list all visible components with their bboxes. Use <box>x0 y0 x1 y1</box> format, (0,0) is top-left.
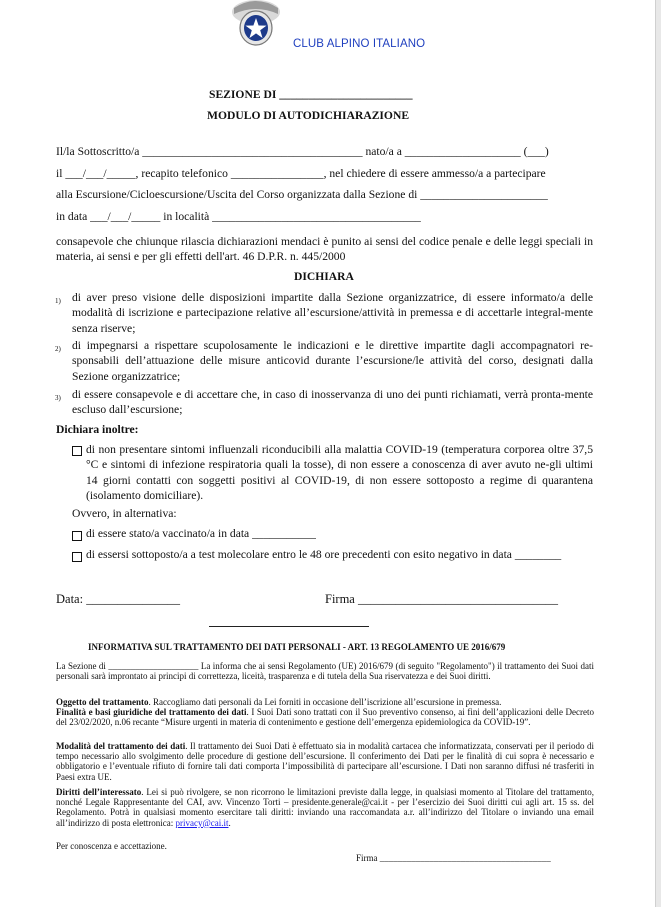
checkbox-no-symptoms[interactable] <box>72 446 82 456</box>
form-title: MODULO DI AUTODICHIARAZIONE <box>207 109 410 122</box>
privacy-intro: La Sezione di ____________________ La informa che ai sensi Regolamento (UE) 2016/679 (di seguito "Regolamento") il trattamento dei Suoi dati personali sarà improntato ai principi di correttezza, liceità, trasparenza e di tutela della Sua riservatezza e dei Suoi diritti. <box>56 661 594 682</box>
section-body: . I Suoi Dati sono trattati con il Suo preventivo consenso, ai fini dell’applicazioni delle Decreto del 23/02/2020, n.06 recante “Misure urgenti in materia di contenimento e gestione dell’emergenza epidemiologica da COVID-19”. <box>56 707 594 728</box>
checkbox-no-symptoms-text: di non presentare sintomi influenzali riconducibili alla malattia COVID-19 (temperatura corporea oltre 37,5 °C e sintomi di infezione respiratoria quali la tosse), di non essere a conoscenza di aver avuto ne-gli ultimi 14 giorni contatti con soggetti positivi al COVID-19, di non essere sottoposto a regime di quarantena (isolamento domiciliare). <box>86 443 593 503</box>
declaration-item: di aver preso visione delle disposizioni impartite dalla Sezione organizzatrice, di essere informato/a delle modalità di iscrizione e partecipazione relative all’escursione/attività in premessa e di accettarle integral-mente senza riserve; <box>72 291 593 335</box>
acceptance-text: Per conoscenza e accettazione. <box>56 841 167 851</box>
field-line-date: in data ___/___/_____ in località ____________________________________ <box>56 210 421 223</box>
decl-number: 2) <box>55 345 61 353</box>
checkbox-vaccinated[interactable] <box>72 531 82 541</box>
page-edge <box>655 0 661 907</box>
section-heading: Modalità del trattamento dei dati <box>56 741 186 751</box>
checkbox-test[interactable] <box>72 552 82 562</box>
section-heading: Oggetto del trattamento <box>56 697 149 707</box>
section-heading: Diritti dell’interessato <box>56 787 142 797</box>
club-name: CLUB ALPINO ITALIANO <box>293 38 426 50</box>
cai-logo-icon <box>226 0 286 46</box>
section-body: . Il trattamento dei Suoi Dati è effettuato sia in modalità cartacea che informatizzata, conservati per il periodo di tempo necessario allo svolgimento delle procedure di gestione dell’escursione. Il conferimento dei Dati per le finalità di cui sopra è necessario e obbligatorio e l’eventuale rifiuto di fornire tali dati comporta l’impossibilità di partecipare all’escursione. I Dati non saranno diffusi né trasferiti in Paesi extra UE. <box>56 741 595 782</box>
alternative-label: Ovvero, in alternativa: <box>72 507 177 520</box>
intro-text: consapevole che chiunque rilascia dichiarazioni mendaci è punito ai sensi del codice penale e delle leggi speciali in materia, ai sensi e per gli effetti dell'art. 46 D.P.R. n. 445/2000 <box>56 235 593 264</box>
signature-field: Firma ________________________________ <box>325 592 558 606</box>
checkbox-vaccinated-text: di essere stato/a vaccinato/a in data ___________ <box>86 527 316 540</box>
section-body: . Raccogliamo dati personali da Lei forniti in occasione dell’iscrizione all’escursione in premessa. <box>148 697 502 707</box>
declares-title: DICHIARA <box>294 270 354 283</box>
final-signature-field: Firma ______________________________________ <box>356 853 551 863</box>
date-field: Data: _______________ <box>56 592 180 606</box>
privacy-email-link[interactable]: privacy@cai.it <box>175 817 229 828</box>
privacy-title: INFORMATIVA SUL TRATTAMENTO DEI DATI PERSONALI - ART. 13 REGOLAMENTO UE 2016/679 <box>88 642 506 652</box>
privacy-section-object <box>56 697 594 707</box>
privacy-section-purpose <box>56 707 594 727</box>
also-declares-title: Dichiara inoltre: <box>56 423 139 436</box>
checkbox-test-text: di essersi sottoposto/a a test molecolare entro le 48 ore precedenti con esito negativo in data ________ <box>86 548 562 561</box>
field-line-name: Il/la Sottoscritto/a ______________________________________ nato/a a ____________________ (___) <box>56 145 549 158</box>
section-line: SEZIONE DI _______________________ <box>209 88 413 101</box>
section-body: . Lei si può rivolgere, se non ricorrono le limitazioni previste dalla legge, in qualsiasi momento al Titolare del trattamento, nonché Legale Rappresentante del CAI, avv. Vincenzo Torti – presidente.generale@cai.it - per l’esercizio dei Suoi diritti cui agli art. 15 ss. del Regolamento. Potrà in qualsiasi momento esercitare tali diritti: inviando una raccomandata a.r. all’indirizzo del Titolare o inviando una email all’indirizzo di posta elettronica: <box>56 787 594 828</box>
decl-number: 3) <box>55 394 61 402</box>
decl-number: 1) <box>55 297 61 305</box>
declaration-item: di impegnarsi a rispettare scupolosamente le indicazioni e le direttive impartite dagli accompagnatori re-sponsabili dell’attuazione delle misure anticovid durante l’escursione/le attività del corso, designati dalla Sezione organizzatrice; <box>72 339 593 383</box>
field-line-section: alla Escursione/Cicloescursione/Uscita del Corso organizzata dalla Sezione di ______________________ <box>56 188 548 201</box>
field-line-birth: il ___/___/_____, recapito telefonico ________________, nel chiedere di essere ammesso/a a partecipare <box>56 167 546 180</box>
section-heading: Finalità e basi giuridiche del trattamento dei dati <box>56 707 247 717</box>
privacy-section-method <box>56 741 594 782</box>
separator-line <box>209 626 369 627</box>
privacy-section-rights: Diritti dell’interessato. Lei si può rivolgere, se non ricorrono le limitazioni previste dalla legge, in qualsiasi momento al Titolare del trattamento, nonché Legale Rappresentante del CAI, avv. Vincenzo Torti – presidente.generale@cai.it - per l’esercizio dei Suoi diritti cui agli art. 15 ss. del Regolamento. Potrà in qualsiasi momento esercitare tali diritti: inviando una raccomandata a.r. all’indirizzo del Titolare o inviando una email all’indirizzo di posta elettronica: privacy@cai.it. <box>56 787 594 828</box>
declaration-item: di essere consapevole e di accettare che, in caso di inosservanza di uno dei punti richiamati, verrà pronta-mente escluso dall’escursione; <box>72 388 593 417</box>
